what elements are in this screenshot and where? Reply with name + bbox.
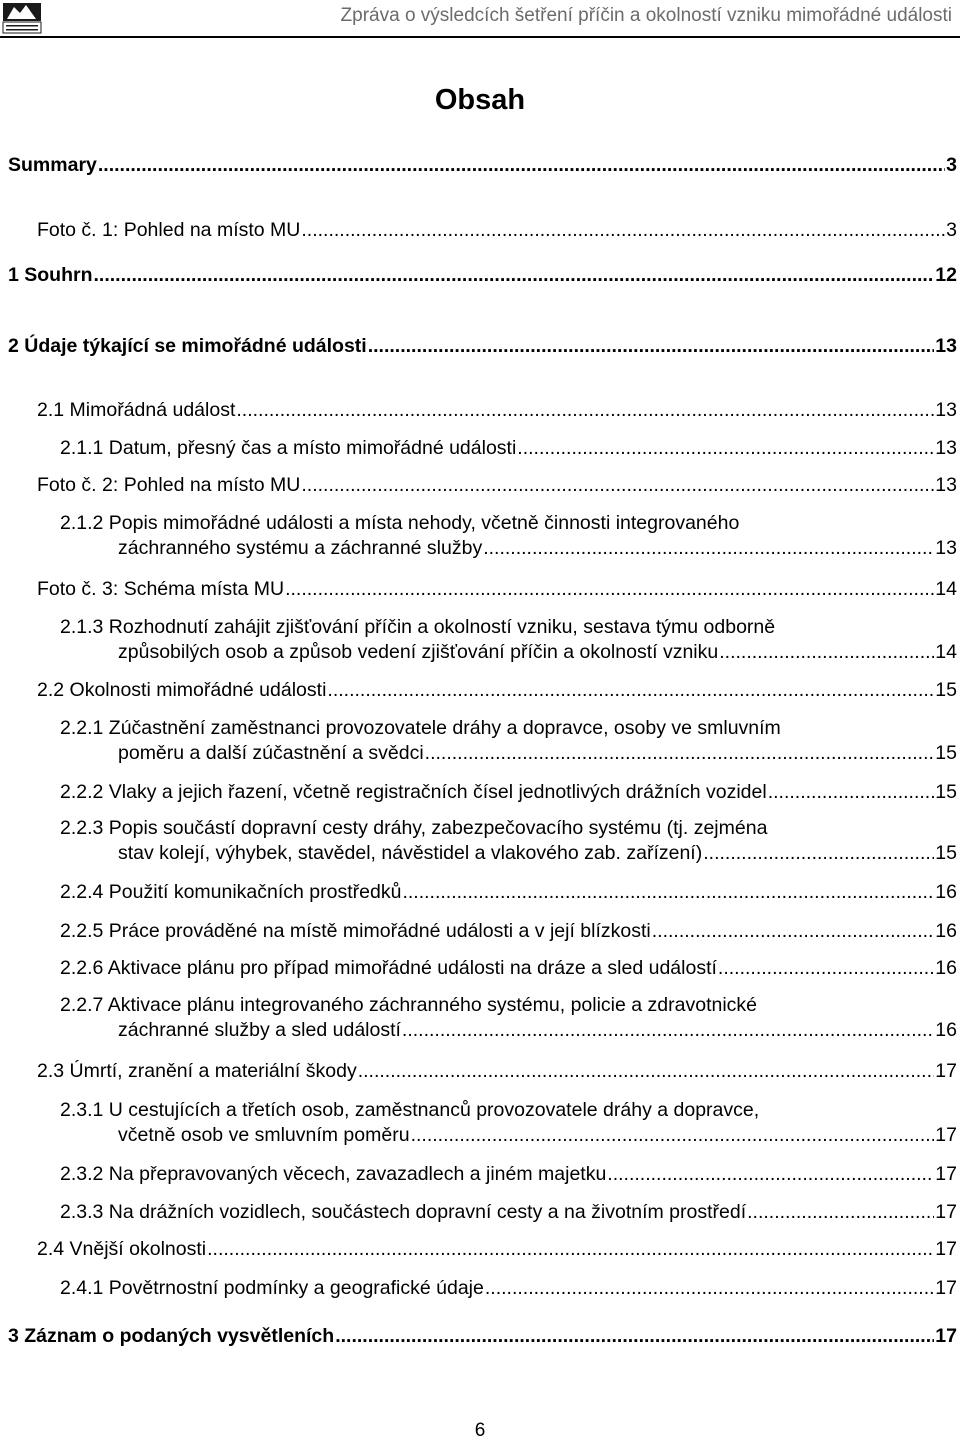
toc-entry-2-3-3[interactable] <box>60 1200 957 1225</box>
toc-page-number: 15 <box>935 781 957 803</box>
toc-page-number: 17 <box>935 1163 957 1185</box>
toc-entry-2-2-4[interactable] <box>60 880 957 905</box>
toc-entry-2-2-6[interactable] <box>60 956 957 981</box>
toc-entry-label: Foto č. 1: Pohled na místo MU <box>37 219 301 241</box>
toc-entry-label: 2.2.7 Aktivace plánu integrovaného záchranného systému, policie a zdravotnické <box>60 994 758 1016</box>
toc-entry-summary[interactable] <box>8 153 957 178</box>
toc-entry-label: 2 Údaje týkající se mimořádné události <box>8 335 367 357</box>
toc-entry-label: 2.3.1 U cestujících a třetích osob, zaměstnanců provozovatele dráhy a dopravce, <box>60 1099 760 1121</box>
toc-entry-label: 3 Záznam o podaných vysvětleních <box>8 1325 335 1347</box>
toc-leader-dots <box>425 741 935 766</box>
toc-heading: Obsah <box>434 84 526 116</box>
toc-entry-2-2[interactable] <box>37 678 957 703</box>
toc-entry-label: záchranné služby a sled událostí <box>118 1019 401 1041</box>
toc-page-number: 13 <box>935 537 957 559</box>
toc-entry-label: 2.4 Vnější okolnosti <box>37 1238 207 1260</box>
toc-page-number: 16 <box>935 920 957 942</box>
toc-entry-1[interactable] <box>8 263 957 288</box>
toc-leader-dots <box>517 436 934 461</box>
toc-entry-label: 2.2.6 Aktivace plánu pro případ mimořádné události na dráze a sled událostí <box>60 957 717 979</box>
toc-leader-dots <box>301 473 934 498</box>
toc-entry-label: poměru a další zúčastnění a svědci <box>118 742 424 764</box>
toc-leader-dots <box>327 678 934 703</box>
toc-entry-2[interactable] <box>8 334 957 359</box>
toc-entry-label: 2.1 Mimořádná událost <box>37 399 236 421</box>
toc-entry-2-2-2[interactable] <box>60 780 957 805</box>
toc-page-number: 17 <box>935 1124 957 1146</box>
toc-entry-2-3-2[interactable] <box>60 1162 957 1187</box>
toc-page-number: 12 <box>935 264 957 286</box>
toc-entry-label: 1 Souhrn <box>8 264 93 286</box>
toc-entry-2-4-1[interactable] <box>60 1276 957 1301</box>
toc-page-number: 17 <box>935 1238 957 1260</box>
toc-page-number: 16 <box>935 1019 957 1041</box>
toc-entry-label: záchranného systému a záchranné služby <box>118 537 483 559</box>
toc-leader-dots <box>301 218 945 243</box>
toc-entry-label: stav kolejí, výhybek, stavědel, návěstidel a vlakového zab. zařízení) <box>118 842 703 864</box>
toc-entry-label: Foto č. 2: Pohled na místo MU <box>37 474 301 496</box>
toc-leader-dots <box>285 577 934 602</box>
toc-leader-dots <box>236 398 934 423</box>
drazni-inspekce-logo <box>2 2 42 34</box>
toc-leader-dots <box>485 1276 934 1301</box>
toc-entry-2-4[interactable] <box>37 1237 957 1262</box>
toc-leader-dots <box>607 1162 934 1187</box>
toc-page-number: 17 <box>935 1201 957 1223</box>
toc-entry-label: 2.4.1 Povětrnostní podmínky a geografické údaje <box>60 1277 484 1299</box>
toc-leader-dots <box>483 536 934 561</box>
toc-entry-2-1-1[interactable] <box>60 436 957 461</box>
toc-entry-label: 2.2.2 Vlaky a jejich řazení, včetně registračních čísel jednotlivých drážních vozidel <box>60 781 767 803</box>
toc-leader-dots <box>411 1123 935 1148</box>
toc-entry-2-2-5[interactable] <box>60 919 957 944</box>
toc-page-number: 13 <box>935 474 957 496</box>
toc-entry-2-3-1[interactable] <box>60 1098 957 1148</box>
toc-entry-label: 2.2.4 Použití komunikačních prostředků <box>60 881 402 903</box>
document-title: Zpráva o výsledcích šetření příčin a okolností vzniku mimořádné události <box>340 5 952 26</box>
toc-leader-dots <box>358 1059 935 1084</box>
toc-entry-foto-2[interactable] <box>37 473 957 498</box>
toc-page-number: 3 <box>946 154 957 176</box>
page-number: 6 <box>474 1420 486 1441</box>
toc-entry-2-3[interactable] <box>37 1059 957 1084</box>
toc-page-number: 14 <box>935 578 957 600</box>
toc-page-number: 14 <box>935 641 957 663</box>
toc-leader-dots <box>719 640 934 665</box>
toc-entry-label: způsobilých osob a způsob vedení zjišťování příčin a okolností vzniku <box>118 641 719 663</box>
toc-entry-3[interactable] <box>8 1324 957 1349</box>
toc-page-number: 15 <box>935 842 957 864</box>
toc-entry-label: 2.2.5 Práce prováděné na místě mimořádné události a v její blízkosti <box>60 920 651 942</box>
toc-entry-foto-3[interactable] <box>37 577 957 602</box>
header-divider <box>0 36 960 38</box>
toc-leader-dots <box>768 780 935 805</box>
toc-leader-dots <box>368 334 935 359</box>
toc-entry-label: 2.2 Okolnosti mimořádné události <box>37 679 327 701</box>
toc-entry-label: včetně osob ve smluvním poměru <box>118 1124 410 1146</box>
toc-page-number: 15 <box>935 742 957 764</box>
toc-page-number: 17 <box>935 1325 957 1347</box>
toc-leader-dots <box>718 956 934 981</box>
toc-page-number: 16 <box>935 881 957 903</box>
toc-entry-label: 2.3 Úmrtí, zranění a materiální škody <box>37 1060 357 1082</box>
toc-entry-2-2-1[interactable] <box>60 716 957 766</box>
toc-entry-label: 2.3.2 Na přepravovaných věcech, zavazadlech a jiném majetku <box>60 1163 607 1185</box>
toc-page-number: 16 <box>935 957 957 979</box>
toc-entry-2-1-3[interactable] <box>60 615 957 665</box>
toc-entry-label: 2.1.2 Popis mimořádné události a místa nehody, včetně činnosti integrovaného <box>60 512 740 534</box>
toc-entry-2-1[interactable] <box>37 398 957 423</box>
toc-leader-dots <box>402 880 934 905</box>
toc-entry-2-2-7[interactable] <box>60 993 957 1043</box>
toc-entry-label: Foto č. 3: Schéma místa MU <box>37 578 285 600</box>
toc-leader-dots <box>703 841 934 866</box>
toc-entry-label: 2.2.1 Zúčastnění zaměstnanci provozovatele dráhy a dopravce, osoby ve smluvním <box>60 717 781 739</box>
page-header <box>0 0 960 36</box>
toc-entry-label: 2.1.1 Datum, přesný čas a místo mimořádné události <box>60 437 517 459</box>
toc-page-number: 17 <box>935 1060 957 1082</box>
toc-entry-label: Summary <box>8 154 97 176</box>
toc-entry-foto-1[interactable] <box>37 218 957 243</box>
toc-entry-label: 2.1.3 Rozhodnutí zahájit zjišťování příčin a okolností vzniku, sestava týmu odborně <box>60 616 776 638</box>
toc-leader-dots <box>747 1200 934 1225</box>
toc-leader-dots <box>652 919 935 944</box>
toc-page-number: 13 <box>935 399 957 421</box>
toc-entry-label: 2.2.3 Popis součástí dopravní cesty dráhy, zabezpečovacího systému (tj. zejména <box>60 817 768 839</box>
toc-page-number: 15 <box>935 679 957 701</box>
toc-page-number: 13 <box>935 437 957 459</box>
toc-page-number: 3 <box>946 219 957 241</box>
toc-leader-dots <box>335 1324 934 1349</box>
toc-entry-2-2-3[interactable] <box>60 816 957 866</box>
toc-leader-dots <box>207 1237 934 1262</box>
toc-page-number: 17 <box>935 1277 957 1299</box>
toc-entry-2-1-2[interactable] <box>60 511 957 561</box>
toc-entry-label: 2.3.3 Na drážních vozidlech, součástech dopravní cesty a na životním prostředí <box>60 1201 747 1223</box>
toc-leader-dots <box>402 1018 934 1043</box>
toc-page-number: 13 <box>935 335 957 357</box>
toc-leader-dots <box>94 263 935 288</box>
toc-leader-dots <box>98 153 945 178</box>
